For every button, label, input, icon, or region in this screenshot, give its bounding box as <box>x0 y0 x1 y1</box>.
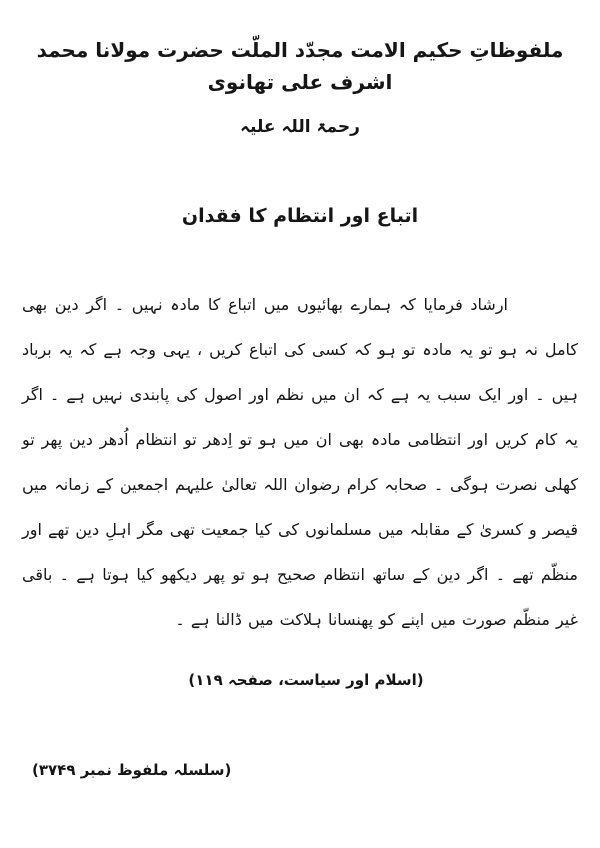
serial-number-note: (سلسلہ ملفوظ نمبر ۳۷۴۹) <box>32 761 232 779</box>
source-citation: (اسلام اور سیاست، صفحہ ۱۱۹) <box>188 671 424 689</box>
section-heading: اتباع اور انتظام کا فقدان <box>181 205 419 227</box>
body-paragraph: ارشاد فرمایا کہ ہمارے بھائیوں میں اتباع کا مادہ نہیں ۔ اگر دین بھی کامل نہ ہو تو یہ مادہ تو ہو کہ کسی کی اتباع کریں ، یہی وجہ ہے کہ یہ برباد ہیں ۔ اور ایک سبب یہ ہے کہ ان میں نظم اور اصول کی پابندی نہیں ہے ۔ اگر یہ کام کریں اور انتظامی مادہ بھی ان میں ہو تو اِدھر تو انتظام اُدھر دین پھر تو کھلی نصرت ہوگی ۔ صحابہ کرام رضوان اللہ تعالیٰ علیہم اجمعین کے زمانہ میں قیصر و کسریٰ کے مقابلہ میں مسلمانوں کی کیا جمعیت تھی مگر اہلِ دین تھے اور منظّم تھے ۔ اگر دین کے ساتھ انتظام صحیح ہو تو پھر دیکھو کیا ہوتا ہے ۔ باقی غیر منظّم صورت میں اپنے کو پھنسانا ہلاکت میں ڈالنا ہے ۔ <box>22 295 578 629</box>
document-title: ملفوظاتِ حکیم الامت مجدّد الملّت حضرت مولانا محمد اشرف علی تھانوی <box>36 38 564 94</box>
honorific-line: رحمۃ اللہ علیہ <box>240 117 360 137</box>
